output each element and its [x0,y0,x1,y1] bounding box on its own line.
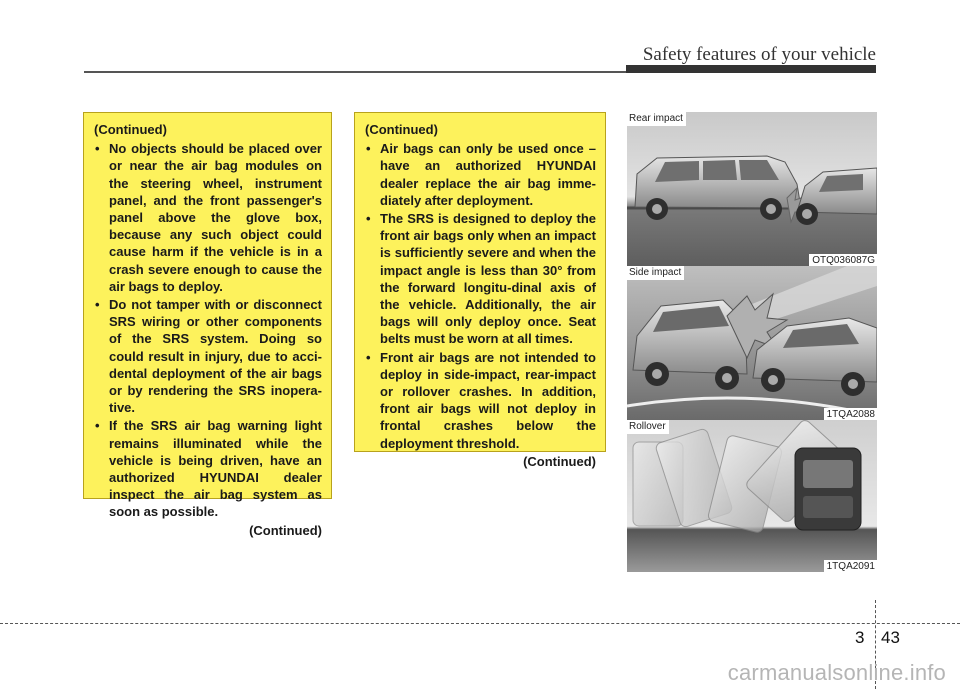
list-item: • Front air bags are not intended to deploy in side-impact, rear-impact or rollover crashes. In addition, front air bags will not deploy in frontal crashes below the deployment threshold. [365,349,596,452]
warning-box-1 [83,112,332,538]
rear-impact-illustration [627,112,877,266]
figure-code: 1TQA2088 [824,408,877,420]
warning-box-2 [354,112,606,469]
warning-list [365,140,596,452]
figure-rear-impact [627,112,877,266]
footer-rule [0,623,960,624]
continued-end-label: (Continued) [249,522,322,538]
warning-list [94,140,322,520]
rollover-illustration [627,420,877,572]
continued-label: (Continued) [94,122,167,137]
page-number: 43 [881,628,900,647]
side-impact-illustration [627,266,877,420]
watermark: carmanualsonline.info [727,660,946,685]
list-item: • No objects should be placed over or near the air bag modules on the steering wheel, instrument panel, and the front passenger's panel above the glove box, because any such object could cause harm if the vehicle is in a crash severe enough to cause the air bags to deploy. [94,140,322,295]
chapter-number: 3 [855,628,865,647]
header-rule-accent [626,65,876,73]
continued-end-label: (Continued) [523,453,596,469]
figure-label: Rear impact [627,112,686,126]
figure-side-impact [627,266,877,420]
figure-code: 1TQA2091 [824,560,877,572]
figure-label: Side impact [627,266,684,280]
figure-label: Rollover [627,420,669,434]
header-title: Safety features of your vehicle [642,44,876,65]
list-item: • If the SRS air bag warning light remains illuminated while the vehicle is being driven, have an authorized HYUNDAI dealer inspect the air bag system as soon as possible. [94,417,322,520]
list-item: • Do not tamper with or disconnect SRS wiring or other components of the SRS system. Doing so could result in injury, due to acci-dental deployment of the air bags or by rendering the SRS inopera-tive. [94,296,322,416]
figure-code: OTQ036087G [809,254,877,266]
continued-label: (Continued) [365,122,438,137]
list-item: • The SRS is designed to deploy the front air bags only when an impact is sufficiently severe and when the impact angle is less than 30° from the forward longitu-dinal axis of the vehicle. Additionally, the air bags will only deploy once. Seat belts must be worn at all times. [365,210,596,348]
list-item: • Air bags can only be used once – have an authorized HYUNDAI dealer replace the air bag imme-diately after deployment. [365,140,596,209]
figure-rollover [627,420,877,572]
